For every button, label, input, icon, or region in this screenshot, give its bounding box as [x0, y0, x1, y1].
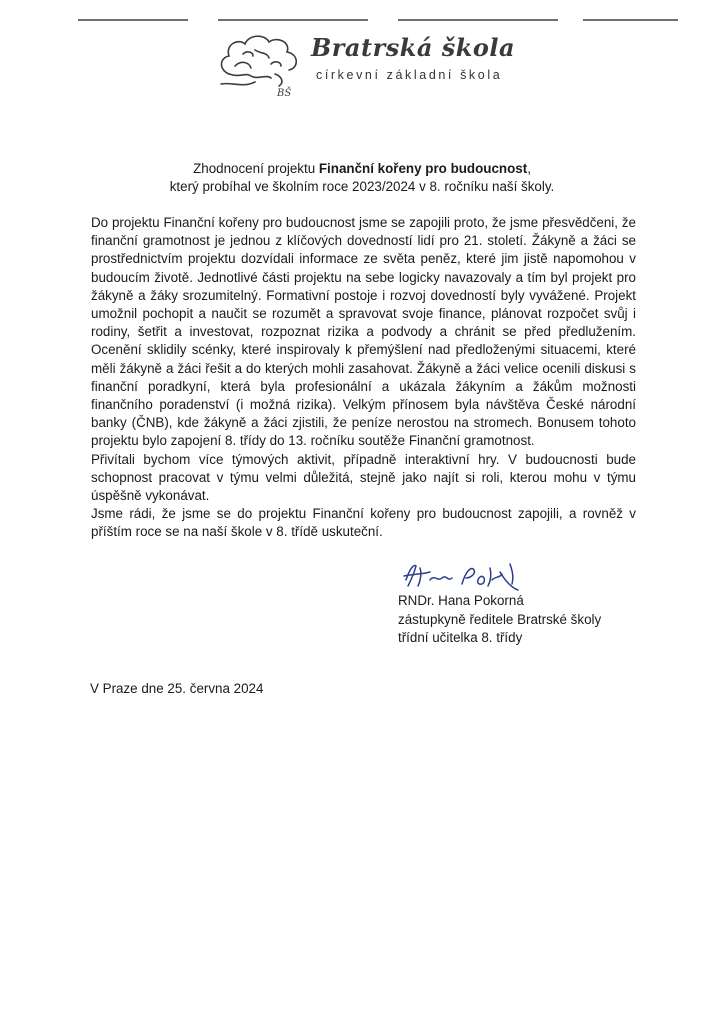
signature-block: [398, 592, 601, 648]
paragraph: Jsme rádi, že jsme se do projektu Finanční kořeny pro budoucnost zapojili, a rovněž v příštím roce se na naší škole v 8. třídě uskuteční.: [91, 506, 636, 540]
paragraph: Přivítali bychom více týmových aktivit, případně interaktivní hry. V budoucnosti bude schopnost pracovat v týmu velmi důležitá, stejně jako najít si roli, kterou mohu v týmu úspěšně vykonávat.: [91, 451, 636, 504]
project-name: Finanční kořeny pro budoucnost: [318, 161, 528, 176]
document-body: [91, 214, 636, 542]
school-subtitle: církevní základní škola: [316, 68, 503, 82]
tree-logo-icon: [215, 30, 307, 98]
signatory-role: zástupkyně ředitele Bratrské školy: [398, 611, 602, 627]
signatory-role: třídní učitelka 8. třídy: [398, 630, 523, 645]
heading-prefix: Zhodnocení projektu: [193, 161, 319, 176]
handwritten-signature: [400, 560, 530, 594]
school-logo: [215, 30, 535, 100]
date-line: V Praze dne 25. června 2024: [90, 681, 264, 696]
header-rule: [78, 19, 678, 22]
heading-line-2: který probíhal ve školním roce 2023/2024 v 8. ročníku naší školy.: [169, 179, 555, 194]
logo-mark-text: BŠ: [277, 88, 292, 98]
paragraph: Do projektu Finanční kořeny pro budoucnost jsme se zapojili proto, že jsme přesvědčeni, že finanční gramotnost je jednou z klíčových dovedností lidí pro 21. století. Žákyně a žáci se prostřednictvím projektu dozvídali informace ze světa peněz, které jim jistě napomohou v budoucím životě. Jednotlivé části projektu na sebe logicky navazovaly a tím byl projekt pro žákyně a žáky srozumitelný. Formativní postoje i rozvoj dovedností byly vyvážené. Projekt umožnil pochopit a naučit se rozumět a spravovat svoje finance, plánovat rozpočet svůj i rodiny, šetřit a investovat, rozpoznat rizika a podvody a chránit se před předlužením. Ocenění sklidily scénky, které inspirovaly k přemýšlení nad předloženými situacemi, které měli žákyně a žáci řešit a do kterých mohli zasahovat. Žákyně a žáci velice ocenili diskusi s finanční poradkyní, která byla profesionální a ukázala žákyním a žákům možnosti finančního poradenství (i možná rizika). Velkým přínosem byla návštěva České národní banky (ČNB), kde žákyně a žáci zjistili, že peníze nerostou na stromech. Bonusem tohoto projektu bylo zapojení 8. třídy do 13. ročníku soutěže Finanční gramotnost.: [91, 215, 636, 449]
document-heading: [90, 160, 634, 196]
school-name: Bratrská škola: [311, 33, 516, 62]
signatory-name: RNDr. Hana Pokorná: [398, 593, 524, 608]
heading-suffix: ,: [527, 161, 531, 176]
